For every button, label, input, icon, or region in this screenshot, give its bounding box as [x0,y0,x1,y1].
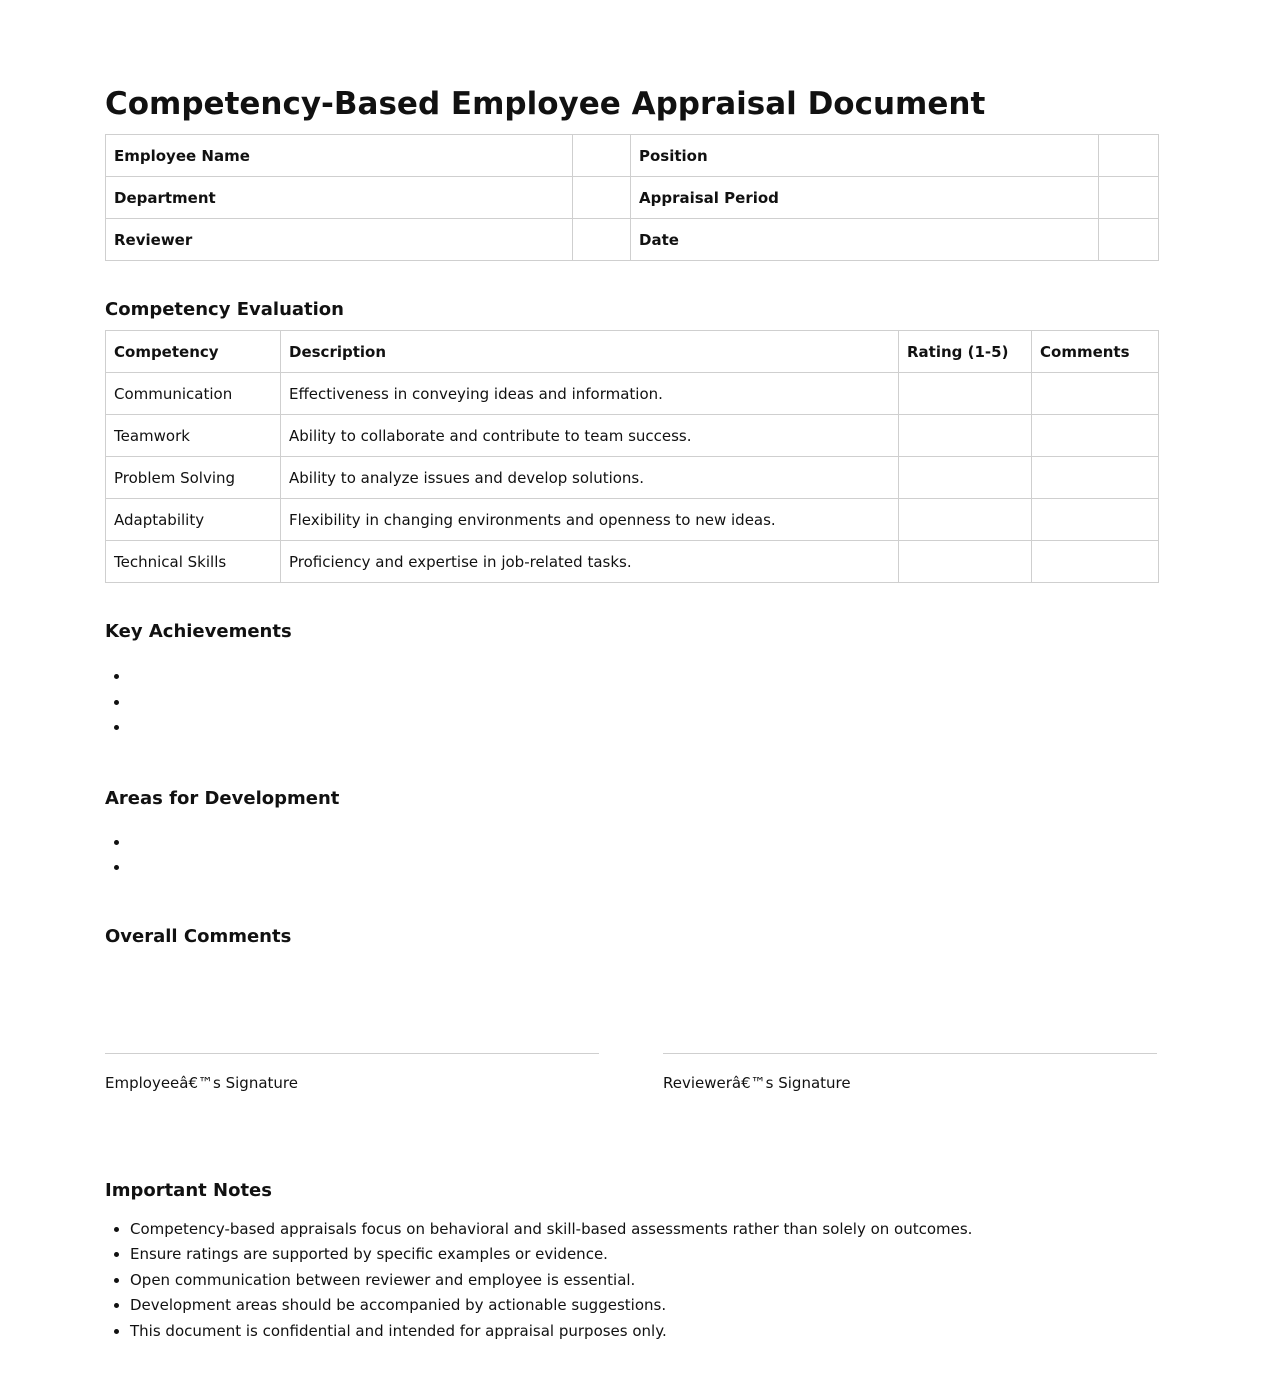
position-label: Position [631,135,1099,177]
column-header-description: Description [281,331,899,373]
appraisal-period-field[interactable] [1099,177,1159,219]
important-notes-heading: Important Notes [105,1179,272,1201]
department-label: Department [106,177,573,219]
competency-description: Flexibility in changing environments and openness to new ideas. [281,499,899,541]
list-item: • Competency-based appraisals focus on behavioral and skill-based assessments rather than solely on outcomes. [130,1217,1158,1243]
competency-description: Ability to analyze issues and develop solutions. [281,457,899,499]
comments-cell[interactable] [1032,541,1159,583]
info-row [106,177,1159,219]
comments-cell[interactable] [1032,457,1159,499]
list-item[interactable] [130,664,1158,690]
table-row [106,457,1159,499]
employee-signature-line[interactable] [105,1053,599,1054]
position-field[interactable] [1099,135,1159,177]
column-header-rating: Rating (1-5) [899,331,1032,373]
areas-for-development-heading: Areas for Development [105,787,340,809]
employee-name-field[interactable] [573,135,631,177]
reviewer-signature-line[interactable] [663,1053,1157,1054]
list-item: • Ensure ratings are supported by specific examples or evidence. [130,1242,1158,1268]
competency-name: Technical Skills [106,541,281,583]
competency-name: Communication [106,373,281,415]
notes-list [105,1217,1158,1345]
competency-name: Teamwork [106,415,281,457]
reviewer-label: Reviewer [106,219,573,261]
list-item[interactable] [130,830,1158,856]
column-header-comments: Comments [1032,331,1159,373]
employee-name-label: Employee Name [106,135,573,177]
reviewer-signature-label: Reviewerâ€™s Signature [663,1073,851,1092]
table-header-row [106,331,1159,373]
competency-description: Proficiency and expertise in job-related tasks. [281,541,899,583]
rating-cell[interactable] [899,373,1032,415]
employee-signature-block [105,1053,599,1092]
table-row [106,415,1159,457]
comments-cell[interactable] [1032,415,1159,457]
employee-signature-label: Employeeâ€™s Signature [105,1073,298,1092]
key-achievements-heading: Key Achievements [105,621,292,642]
list-item[interactable] [130,855,1158,881]
signature-row [105,1053,1158,1113]
competency-name: Problem Solving [106,457,281,499]
date-label: Date [631,219,1099,261]
employee-info-table [105,134,1159,261]
list-item: • Open communication between reviewer and employee is essential. [130,1268,1158,1294]
page-title: Competency-Based Employee Appraisal Document [105,86,986,122]
competency-table [105,330,1159,583]
comments-cell[interactable] [1032,499,1159,541]
column-header-competency: Competency [106,331,281,373]
rating-cell[interactable] [899,499,1032,541]
achievements-list [105,664,1158,741]
rating-cell[interactable] [899,457,1032,499]
development-list [105,830,1158,881]
table-row [106,541,1159,583]
overall-comments-heading: Overall Comments [105,925,292,947]
reviewer-signature-block [663,1053,1157,1092]
rating-cell[interactable] [899,415,1032,457]
competency-heading: Competency Evaluation [105,299,344,320]
table-row [106,373,1159,415]
reviewer-field[interactable] [573,219,631,261]
department-field[interactable] [573,177,631,219]
competency-description: Ability to collaborate and contribute to team success. [281,415,899,457]
rating-cell[interactable] [899,541,1032,583]
info-row [106,219,1159,261]
info-row [106,135,1159,177]
comments-cell[interactable] [1032,373,1159,415]
appraisal-period-label: Appraisal Period [631,177,1099,219]
overall-comments-area[interactable] [105,951,1158,1053]
competency-name: Adaptability [106,499,281,541]
competency-description: Effectiveness in conveying ideas and information. [281,373,899,415]
list-item[interactable] [130,715,1158,741]
list-item: • This document is confidential and intended for appraisal purposes only. [130,1319,1158,1345]
list-item: • Development areas should be accompanied by actionable suggestions. [130,1293,1158,1319]
list-item[interactable] [130,690,1158,716]
date-field[interactable] [1099,219,1159,261]
table-row [106,499,1159,541]
